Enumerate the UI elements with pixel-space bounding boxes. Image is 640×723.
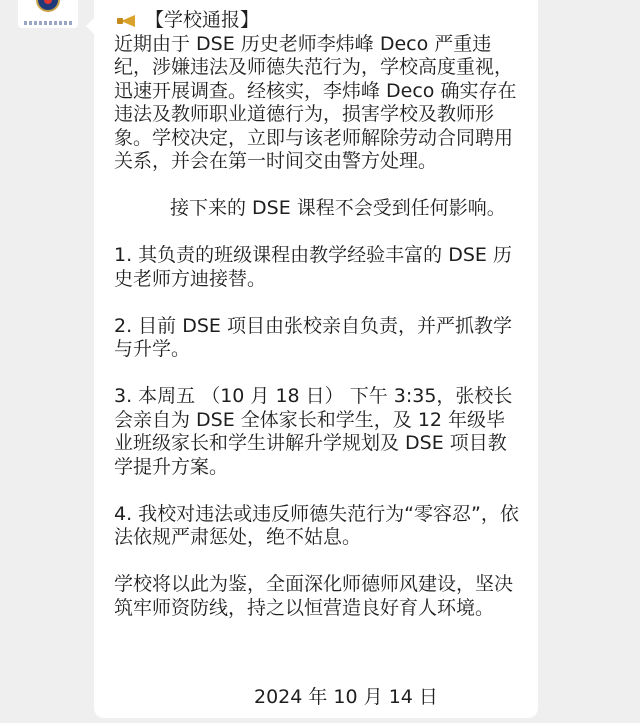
bubble-arrow (86, 18, 94, 34)
school-logo-caption (24, 21, 72, 25)
notice-date: 2024 年 10 月 14 日 (254, 686, 438, 708)
notice-closing: 学校将以此为鉴，全面深化师德师风建设，坚决筑牢师资防线，持之以恒营造良好育人环境。 (114, 573, 514, 619)
sender-avatar[interactable] (18, 0, 78, 28)
notice-title: 【学校通报】 (145, 9, 260, 31)
school-logo-icon (36, 0, 60, 12)
notice-paragraph-1: 近期由于 DSE 历史老师李炜峰 Deco 严重违纪，涉嫌违法及师德失范行为，学校高度重视，迅速开展调查。经核实，李炜峰 Deco 确实存在违法及教师职业道德行为，损害学校及教师形象。学校决定，立即与该老师解除劳动合同聘用关系，并会在第一时间交由警方处理。 (114, 32, 517, 172)
megaphone-icon (117, 13, 139, 29)
notice-item-4: 4. 我校对违法或违反师德失范行为“零容忍”，依法依规严肃惩处，绝不姑息。 (114, 502, 519, 548)
notice-item-3: 3. 本周五 （10 月 18 日） 下午 3:35，张校长会亲自为 DSE 全体家长和学生，及 12 年级毕业班级家长和学生讲解升学规划及 DSE 项目教学提升方案。 (114, 385, 513, 478)
notice-item-2: 2. 目前 DSE 项目由张校亲自负责，并严抓教学与升学。 (114, 314, 512, 360)
notice-item-1: 1. 其负责的班级课程由教学经验丰富的 DSE 历史老师方迪接替。 (114, 244, 512, 290)
notice-title-row (117, 9, 524, 33)
message-bubble[interactable] (94, 0, 538, 718)
notice-paragraph-2: 接下来的 DSE 课程不会受到任何影响。 (170, 197, 506, 219)
